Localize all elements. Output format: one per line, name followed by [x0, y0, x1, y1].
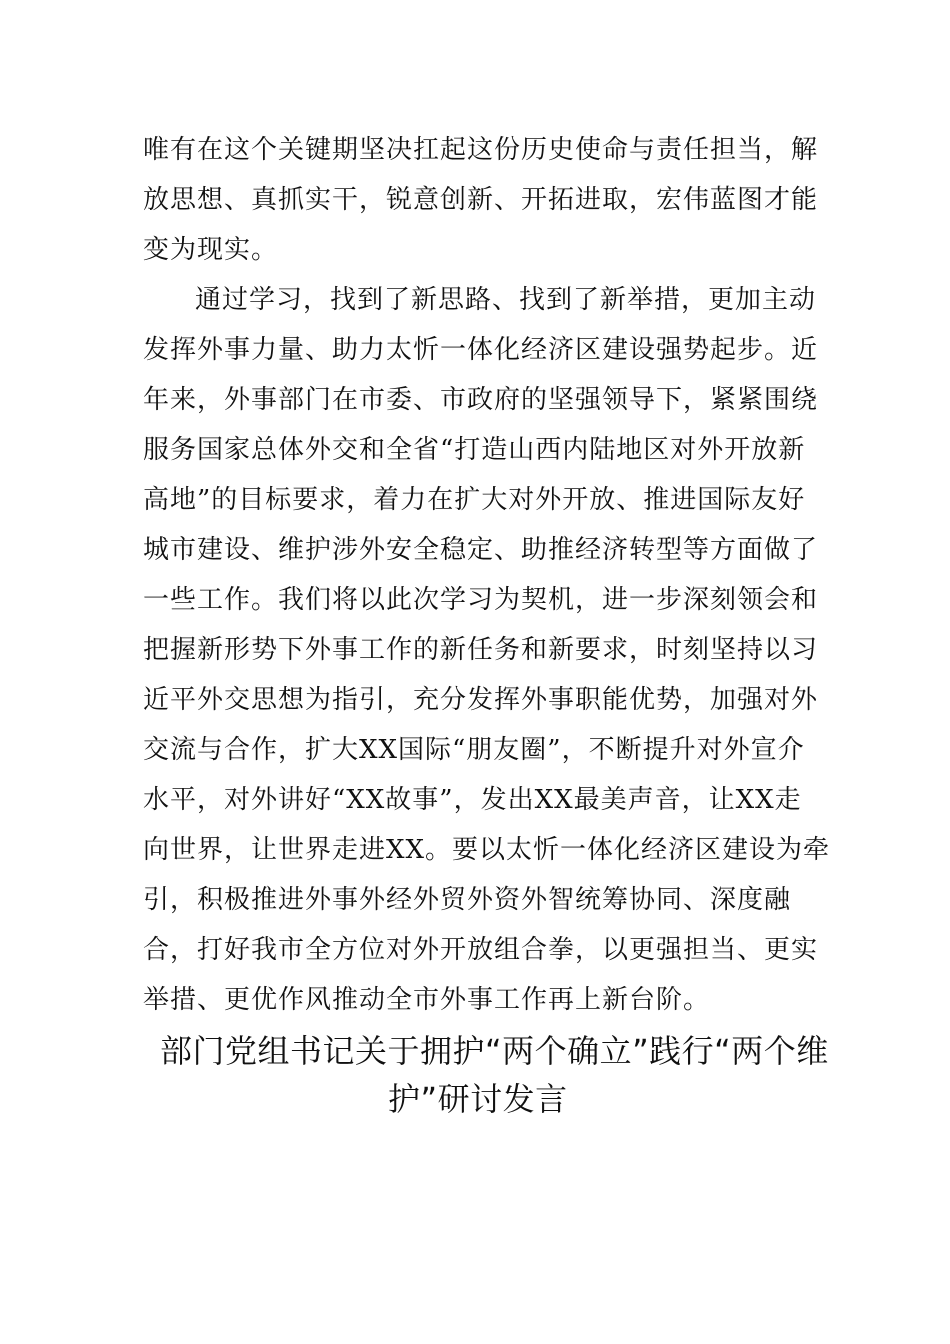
paragraph-2-line: 服务国家总体外交和全省“打造山西内陆地区对外开放新 [143, 435, 806, 465]
paragraph-1-line: 变为现实。 [143, 235, 279, 265]
paragraph-1-line: 唯有在这个关键期坚决扛起这份历史使命与责任担当，解 [143, 135, 819, 165]
paragraph-2-line: 发挥外事力量、助力太忻一体化经济区建设强势起步。近 [143, 335, 819, 365]
paragraph-2-line: 举措、更优作风推动全市外事工作再上新台阶。 [143, 985, 711, 1015]
paragraph-2-line: 向世界，让世界走进XX。要以太忻一体化经济区建设为牵 [143, 835, 831, 865]
paragraph-2-line: 年来，外事部门在市委、市政府的坚强领导下，紧紧围绕 [143, 385, 819, 415]
paragraph-2-line: 把握新形势下外事工作的新任务和新要求，时刻坚持以习 [143, 635, 819, 665]
paragraph-2-line: 高地”的目标要求，着力在扩大对外开放、推进国际友好 [143, 485, 806, 515]
paragraph-2-line: 合，打好我市全方位对外开放组合拳，以更强担当、更实 [143, 935, 819, 965]
paragraph-2-line: 近平外交思想为指引，充分发挥外事职能优势，加强对外 [143, 685, 819, 715]
heading-line-2: 护”研讨发言 [388, 1080, 568, 1118]
paragraph-2-line: 一些工作。我们将以此次学习为契机，进一步深刻领会和 [143, 585, 819, 615]
heading-line-1: 部门党组书记关于拥护“两个确立”践行“两个维 [160, 1032, 829, 1070]
paragraph-2-line: 城市建设、维护涉外安全稳定、助推经济转型等方面做了 [143, 535, 819, 565]
paragraph-2-line: 引，积极推进外事外经外贸外资外智统筹协同、深度融 [143, 885, 792, 915]
paragraph-2-line: 通过学习，找到了新思路、找到了新举措，更加主动 [195, 285, 817, 315]
paragraph-2-line: 水平，对外讲好“XX故事”，发出XX最美声音，让XX走 [143, 785, 802, 815]
paragraph-2-line: 交流与合作，扩大XX国际“朋友圈”，不断提升对外宣介 [143, 735, 805, 765]
paragraph-1-line: 放思想、真抓实干，锐意创新、开拓进取，宏伟蓝图才能 [143, 185, 819, 215]
